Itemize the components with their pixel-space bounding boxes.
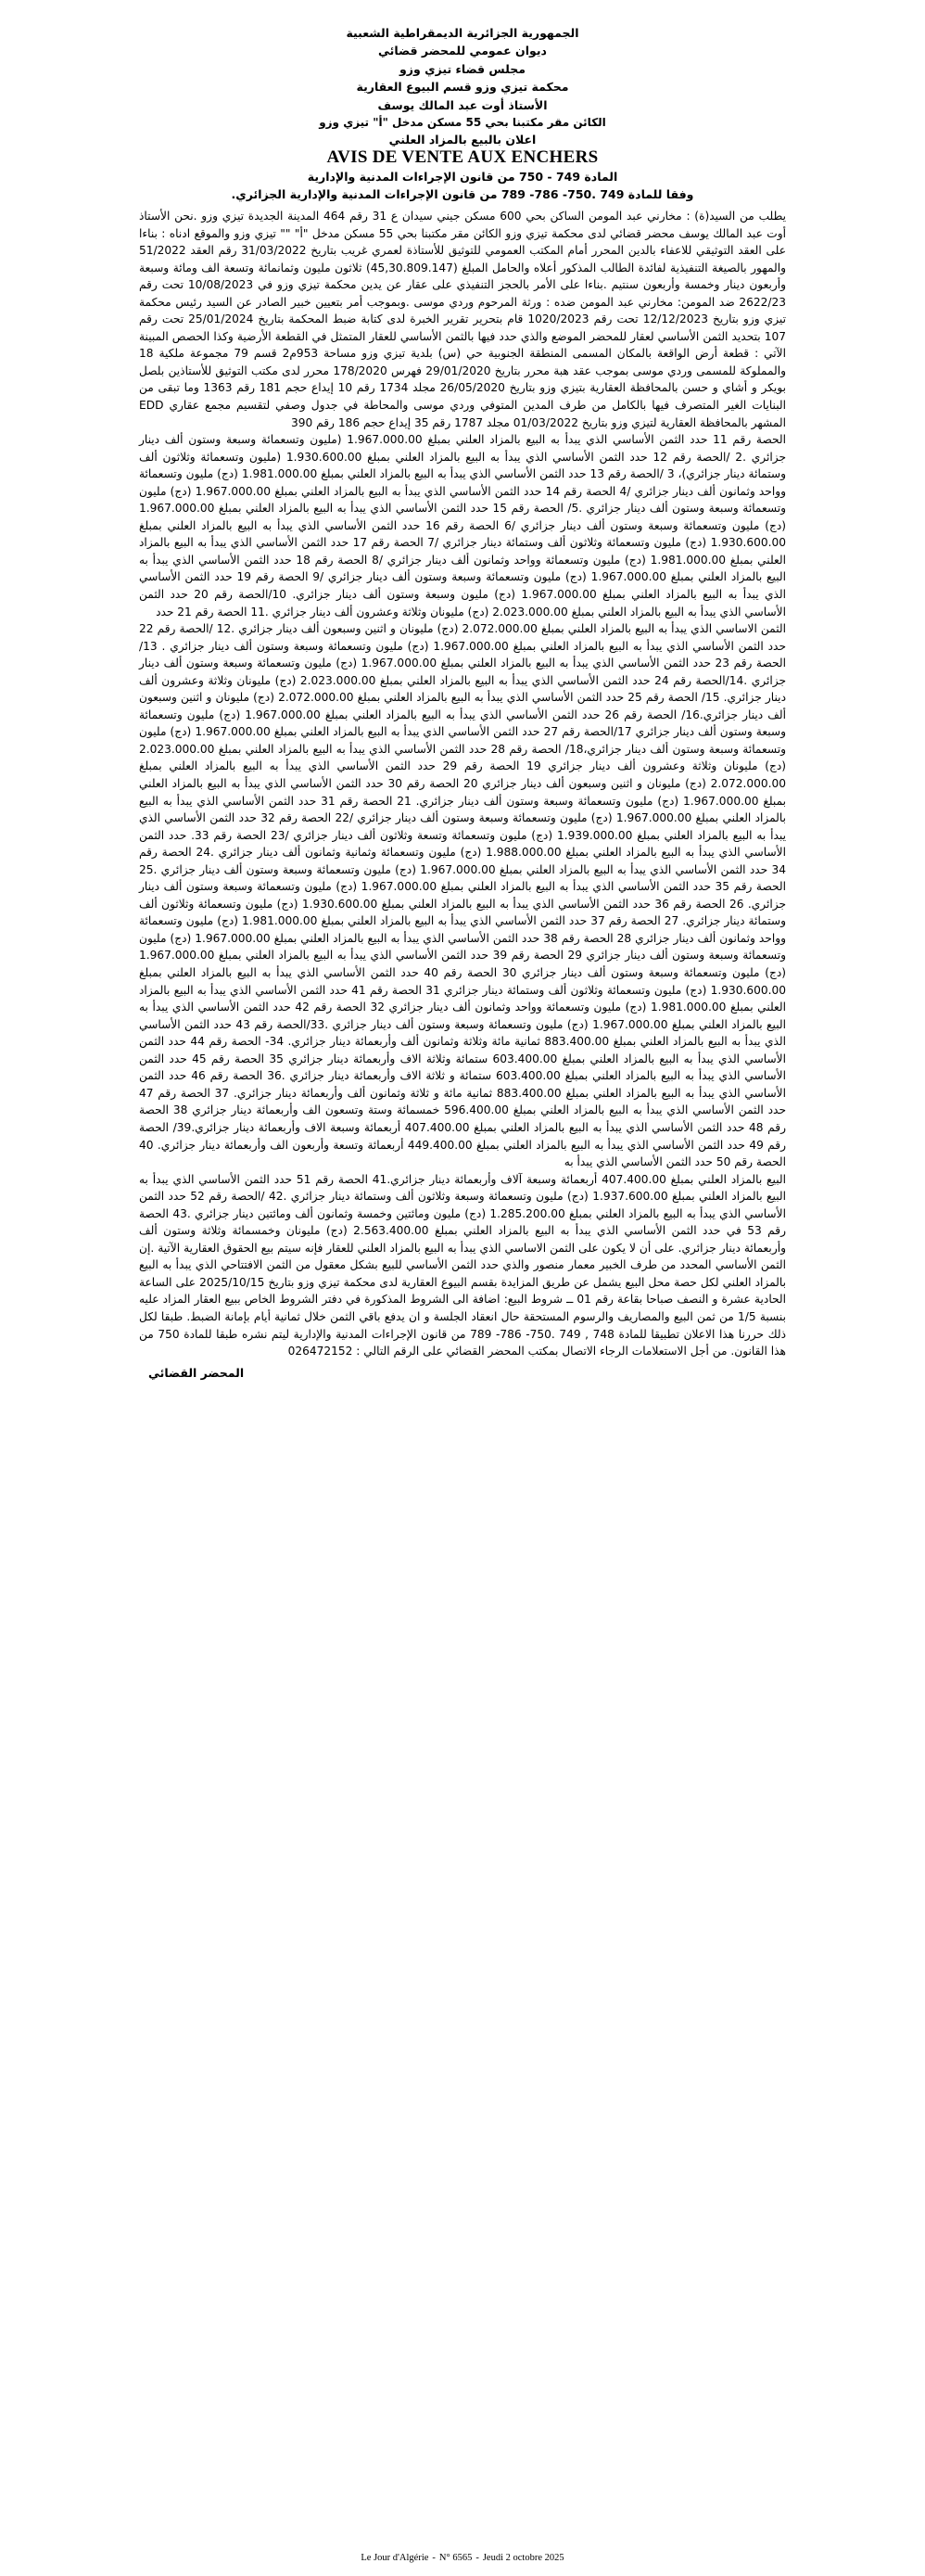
document-body: [139, 208, 786, 1360]
header-court: محكمة تيزي وزو قسم البيوع العقارية: [356, 80, 569, 95]
body-paragraph-3: الثمن الاساسي الذي يبدأ به البيع بالمزاد العلني بمبلغ 2.072.000.00 (دج) مليونان و اثنين وسبعون ألف دينار جزائري .12 /الحصة رقم 22 حدد الثمن الأساسي الذي يبدأ به البيع بالمزاد العلني بمبلغ 1.967.000.00 (دج) مليون وتسعمائة وسبعة وستون ألف دينار جزائري . 13/ الحصة رقم 23 حدد الثمن الأساسي الذي يبدأ به البيع بالمزاد العلني بمبلغ 1.967.000.00 (دج) مليون وتسعمائة وسبعة وستون ألف دينار جزائري .14/الحصة رقم 24 حدد الثمن الأساسي الذي يبدأ به البيع بالمزاد العلني بمبلغ 2.023.000.00 (دج) مليونان وثلاثة وعشرون ألف دينار جزائري. 15/ الحصة رقم 25 حدد الثمن الأساسي الذي يبدأ به البيع بالمزاد العلني بمبلغ 2.072.000.00 (دج) مليونان و اثنين وسبعون ألف دينار جزائري.16/ الحصة رقم 26 حدد الثمن الأساسي الذي يبدأ به البيع بالمزاد العلني بمبلغ 1.967.000.00 (دج) مليون وتسعمائة وسبعة وستون ألف دينار جزائري 17/الحصة رقم 27 حدد الثمن الأساسي الذي يبدأ به البيع بالمزاد العلني بمبلغ 1.967.000.00 (دج) مليون وتسعمائة وسبعة وستون ألف دينار جزائري،18/ الحصة رقم 28 حدد الثمن الأساسي الذي يبدأ به البيع بالمزاد العلني بمبلغ 2.023.000.00 (دج) مليونان وثلاثة وعشرون ألف دينار جزائري 19 الحصة رقم 29 حدد الثمن الأساسي الذي يبدأ به البيع بالمزاد العلني بمبلغ 2.072.000.00 (دج) مليونان و اثنين وسبعون ألف دينار جزائري 20 الحصة رقم 30 حدد الثمن الأساسي الذي يبدأ به البيع بالمزاد العلني بمبلغ 1.967.000.00 (دج) مليون وتسعمائة وسبعة وستون ألف دينار جزائري. 21 الحصة رقم 31 حدد الثمن الأساسي الذي يبدأ به البيع بالمزاد العلني بمبلغ 1.967.000.00 (دج) مليون وتسعمائة وسبعة وستون ألف دينار جزائري /22 الحصة رقم 32 حدد الثمن الأساسي الذي يبدأ به البيع بالمزاد العلني بمبلغ 1.939.000.00 (دج) مليون وتسعمائة وتسعة وثلاثون ألف دينار جزائري /23 الحصة رقم 33. حدد الثمن الأساسي الذي يبدأ به البيع بالمزاد العلني بمبلغ 1.988.000.00 (دج) مليون وتسعمائة وثمانية وثمانون ألف دينار جزائري .24 الحصة رقم 34 حدد الثمن الأساسي الذي يبدأ به البيع بالمزاد العلني بمبلغ 1.967.000.00 (دج) مليون وتسعمائة وسبعة وستون ألف دينار جزائري .25 الحصة رقم 35 حدد الثمن الأساسي الذي يبدأ به البيع بالمزاد العلني بمبلغ 1.967.000.00 (دج) مليون وتسعمائة وسبعة وستون ألف دينار جزائري. 26 الحصة رقم 36 حدد الثمن الأساسي الذي يبدأ به البيع بالمزاد العلني بمبلغ 1.930.600.00 (دج) مليون وتسعمائة وثلاثون ألف وستمائة دينار جزائري. 27 الحصة رقم 37 حدد الثمن الأساسي الذي يبدأ به البيع بالمزاد العلني بمبلغ 1.981.000.00 (دج) مليون وتسعمائة وواحد وثمانون ألف دينار جزائري 28 الحصة رقم 38 حدد الثمن الأساسي الذي يبدأ به البيع بالمزاد العلني بمبلغ 1.967.000.00 (دج) مليون وتسعمائة وسبعة وستون ألف دينار جزائري 29 الحصة رقم 39 حدد الثمن الأساسي الذي يبدأ به البيع بالمزاد العلني بمبلغ 1.967.000.00 (دج) مليون وتسعمائة وسبعة وستون ألف دينار جزائري 30 الحصة رقم 40 حدد الثمن الأساسي الذي يبدأ به البيع بالمزاد العلني بمبلغ 1.930.600.00 (دج) مليون وتسعمائة وثلاثون ألف وستمائة دينار جزائري 31 الحصة رقم 41 حدد الثمن الأساسي الذي يبدأ به البيع بالمزاد العلني بمبلغ 1.981.000.00 (دج) مليون وتسعمائة وواحد وثمانون ألف دينار جزائري 32 الحصة رقم 42 حدد الثمن الأساسي الذي يبدأ به البيع بالمزاد العلني بمبلغ 1.967.000.00 (دج) مليون وتسعمائة وسبعة وستون ألف دينار جزائري .33/الحصة رقم 43 حدد الثمن الأساسي الذي يبدأ به البيع بالمزاد العلني بمبلغ 883.400.00 ثمانية مائة وثلاثة وثمانون ألف وأربعمائة دينار جزائري. 34- الحصة رقم 44 حدد الثمن الأساسي الذي يبدأ به البيع بالمزاد العلني بمبلغ 603.400.00 ستمائة وثلاثة الاف وأربعمائة دينار جزائري 35 الحصة رقم 45 حدد الثمن الأساسي الذي يبدأ به البيع بالمزاد العلني بمبلغ 603.400.00 ستمائة و ثلاثة الاف وأربعمائة دينار جزائري .36 الحصة رقم 46 حدد الثمن الأساسي الذي يبدأ به البيع بالمزاد العلني بمبلغ 883.400.00 ثمانية مائة و ثلاثة وثمانون ألف وأربعمائة دينار جزائري. 37 الحصة رقم 47 حدد الثمن الأساسي الذي يبدأ به البيع بالمزاد العلني بمبلغ 596.400.00 خمسمائة وستة وتسعون الف وأربعمائة دينار جزائري 38 الحصة رقم 48 حدد الثمن الأساسي الذي يبدأ به البيع بالمزاد العلني بمبلغ 407.400.00 أربعمائة وسبعة الاف وأربعمائة دينار جزائري.39/ الحصة رقم 49 حدد الثمن الأساسي الذي يبدأ به البيع بالمزاد العلني بمبلغ 449.400.00 أربعمائة وتسعة وأربعون الف وأربعمائة دينار جزائري. 40 الحصة رقم 50 حدد الثمن الأساسي الذي يبدأ به: [139, 622, 787, 1169]
legal-reference: المادة 749 - 750 من قانون الإجراءات المدنية والإدارية: [307, 170, 618, 185]
signature-line: المحضر القضائي: [148, 1365, 245, 1380]
publication-issue: N° 6565: [438, 2553, 473, 2563]
notice-announcement: اعلان بالبيع بالمزاد العلني: [388, 133, 537, 147]
body-paragraph-1: يطلب من السيد(ة) : مخارني عبد المومن الساكن بحي 600 مسكن جيني سيدان ع 31 رقم 464 المدينة الجديدة تيزي وزو .نحن الأستاذ أوت عبد المالك يوسف محضر قضائي لدى محكمة تيزي وزو الكائن مقر مكتبنا بحي 55 مسكن مدخل "أ" "" تيزي وزو والموقع ادناه : بناءا على العقد التوثيقي للاعفاء بالدين المحرر أمام المكتب العمومي للتوثيق للأستاذة لعمري غريب بتاريخ 31/03/2022 رقم العقد 51/2022 والمهور بالصيغة التنفيذية لفائدة الطالب المذكور أعلاه والحامل المبلغ (45,30.809.147) ثلاثون مليون وثمانمائة وتسعة الف ومائة وسبعة وأربعون دينار وخمسة وأربعون سنتيم .بناءا على الأمر بالحجز التنفيذي على عقار عن يدين محكمة تيزي وزو في 10/08/2023 تحت رقم 2622/23 ضد المومن: مخارني عبد المومن ضده : ورثة المرحوم وردي موسى .وبموجب أمر بتعيين خبير الصادر عن السيد رئيس محكمة تيزي وزو بتاريخ 12/12/2023 تحت رقم 1020/2023 قام بتحرير تقرير الخبرة لدى كتابة ضبط المحكمة بتاريخ 25/01/2024 تحت رقم 107 بتحديد الثمن الأساسي لعقار للمحضر الموضع والذي حدد فيها بالثمن الأساسي للعقار المتمثل في القطعة الأرضية وكذا الحصص المبينة الآتي : قطعة أرض الواقعة بالمكان المسمى المنطقة الجنوبية حي (س) بلدية تيزي وزو مساحة 953م2 قسم 79 مجموعة ملكية 18 والمملوكة للمسمى وردي موسى بموجب عقد هبة محرر بتاريخ 29/01/2020 فهرس 178/2020 محرر لدى مكتب التوثيق للأستاذين بلصل بويكر و أشاي و حسن بالمحافظة العقارية بتيزي وزو بتاريخ 26/05/2020 مجلد 1734 رقم 10 إيداع حجم 181 رقم 1363 وما تبقى من البنايات الغير المتصرف فيها بالكامل من طرف المدين المتوفي وردي موسى والمحاطة في جدول وصفي لتقسيم مجمع عقاري EDD المشهر بالمحافظة العقارية لتيزي وزو بتاريخ 01/03/2022 مجلد 1787 رقم 35 إيداع حجم 186 رقم 390: [139, 209, 787, 429]
body-paragraph-2: الحصة رقم 11 حدد الثمن الأساسي الذي يبدأ به البيع بالمزاد العلني بمبلغ 1.967.000.00 (مليون وتسعمائة وسبعة وستون ألف دينار جزائري .2 /الحصة رقم 12 حدد الثمن الأساسي الذي يبدأ به البيع بالمزاد العلني بمبلغ 1.930.600.00 (مليون وتسعمائة وثلاثون ألف وستمائة دينار جزائري)، 3 /الحصة رقم 13 حدد الثمن الأساسي الذي يبدأ به البيع بالمزاد العلني بمبلغ 1.981.000.00 (دج) مليون وتسعمائة وواحد وثمانون ألف دينار جزائري /4 الحصة رقم 14 حدد الثمن الأساسي الذي يبدأ به البيع بالمزاد العلني بمبلغ 1.967.000.00 (دج) مليون وتسعمائة وسبعة وستون ألف دينار جزائري .5/ الحصة رقم 15 حدد الثمن الأساسي الذي يبدأ به البيع بالمزاد العلني بمبلغ 1.967.000.00 (دج) مليون وتسعمائة وسبعة وستون ألف دينار جزائري /6 الحصة رقم 16 حدد الثمن الأساسي الذي يبدأ به البيع بالمزاد العلني بمبلغ 1.930.600.00 (دج) مليون وتسعمائة وثلاثون ألف وستمائة دينار جزائري /7 الحصة رقم 17 حدد الثمن الأساسي الذي يبدأ به البيع بالمزاد العلني بمبلغ 1.981.000.00 (دج) مليون وتسعمائة وواحد وثمانون ألف دينار جزائري /8 الحصة رقم 18 حدد الثمن الأساسي الذي يبدأ به البيع بالمزاد العلني بمبلغ 1.967.000.00 (دج) مليون وتسعمائة وسبعة وستون ألف دينار جزائري /9 الحصة رقم 19 حدد الثمن الأساسي الذي يبدأ به البيع بالمزاد العلني بمبلغ 1.967.000.00 (دج) مليون وسبعة وستون ألف دينار جزائري. 10/الحصة رقم 20 حدد الثمن الأساسي الذي يبدأ به البيع بالمزاد العلني بمبلغ 2.023.000.00 (دج) مليونان وثلاثة وعشرون ألف دينار جزائري .11 الحصة رقم 21 حدد: [139, 433, 787, 618]
header-officer: الأستاذ أوت عبد المالك يوسف: [377, 97, 548, 112]
header-council: مجلس قضاء تيزي وزو: [399, 61, 526, 76]
document-header: [139, 24, 786, 131]
publication-name: Le Jour d'Algérie: [361, 2553, 429, 2563]
legal-reference-articles: وفقا للمادة 749 .750- 786- 789 من قانون الإجراءات المدنية والإدارية الجزائري.: [231, 187, 694, 202]
publication-footer: Le Jour d'Algérie - N° 6565 - Jeudi 2 octobre 2025: [361, 2553, 564, 2563]
header-address: الكائن مقر مكتبنا بحي 55 مسكن مدخل "أ" تيزي وزو: [319, 115, 606, 129]
page-title: AVIS DE VENTE AUX ENCHERS: [326, 147, 599, 168]
publication-date: Jeudi 2 octobre 2025: [482, 2553, 564, 2563]
body-paragraph-4: البيع بالمزاد العلني بمبلغ 407.400.00 أربعمائة وسبعة آلاف وأربعمائة دينار جزائري.41 الحصة رقم 51 حدد الثمن الأساسي الذي يبدأ به البيع بالمزاد العلني بمبلغ 1.937.600.00 (دج) مليون وتسعمائة وسبعة وثلاثون ألف وستمائة دينار جزائري .42 /الحصة رقم 52 حدد الثمن الأساسي الذي يبدأ به البيع بالمزاد العلني بمبلغ 1.285.200.00 (دج) مليون ومائتين وخمسة وثمانون ألف ومائتين دينار جزائري .43 الحصة رقم 53 في حدد الثمن الأساسي الذي يبدأ به البيع بالمزاد العلني بمبلغ 2.563.400.00 (دج) مليونان وخمسمائة وثلاثة وستون ألف وأربعمائة دينار جزائري. على أن لا يكون على الثمن الاساسي الذي يبدأ به البيع بالمزاد العلني للعقار فإنه سيتم بيع الحقوق العقارية الآتية .إن الثمن الأساسي المحدد من طرف الخبير معمار منصور والذي حدد الثمن الأساسي للبيع بشكل معقول من الثمن الافتتاحي الذي يبدأ به البيع بالمزاد العلني لكل حصة محل البيع يشمل عن طريق المزايدة بقسم البيوع العقارية لدى محكمة تيزي وزو بتاريخ 2025/10/15 على الساعة الحادية عشرة و النصف صباحا بقاعة رقم 01 ــ شروط البيع: اضافة الى الشروط المذكورة في دفتر الشروط الخاص ببيع العقار المزاد عليه بنسبة 1/5 من ثمن البيع والمصاريف والرسوم المستحقة حال انعقاد الجلسة و ان يدفع باقي الثمن خلال ثمانية أيام بإمانة الضبط. طبقا لكل ذلك حررنا هذا الاعلان تطبيقا للمادة 748 , 749 .750- 786- 789 من قانون الإجراءات المدنية والإدارية ليتم نشره طبقا للمادة 750 من هذا القانون. من أجل الاستعلامات الرجاء الاتصال بمكتب المحضر القضائي على الرقم التالي : 026472152: [139, 1172, 786, 1358]
header-republic: الجمهورية الجزائرية الديمقراطية الشعبية: [346, 26, 579, 40]
header-office: ديوان عمومي للمحضر قضائي: [378, 44, 547, 58]
